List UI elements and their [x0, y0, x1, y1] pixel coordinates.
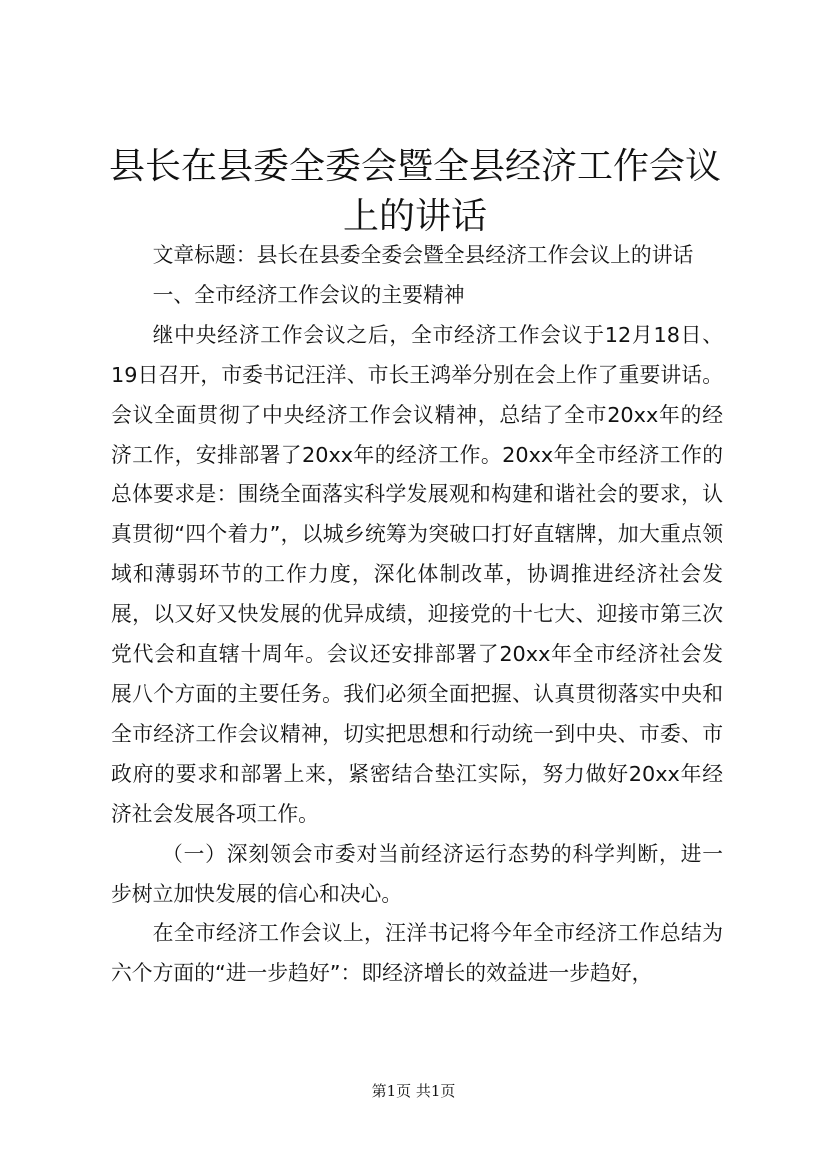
page-footer: 第1页 共1页: [371, 1082, 456, 1100]
section-heading: 一、全市经济工作会议的主要精神: [152, 282, 465, 307]
body-paragraph: 在全市经济工作会议上，汪洋书记将今年全市经济工作总结为六个方面的“进一步趋好”：即经济增长的效益进一步趋好，: [111, 921, 723, 986]
body-paragraph: 继中央经济工作会议之后，全市经济工作会议于12月18日、19日召开，市委书记汪洋、市长王鸿举分别在会上作了重要讲话。会议全面贯彻了中央经济工作会议精神，总结了全市20xx年的经济工作，安排部署了20xx年的经济工作。20xx年全市经济工作的总体要求是：围绕全面落实科学发展观和构建和谐社会的要求，认真贯彻“四个着力”，以城乡统筹为突破口打好直辖牌，加大重点领域和薄弱环节的工作力度，深化体制改革，协调推进经济社会发展，以又好又快发展的优异成绩，迎接党的十七大、迎接市第三次党代会和直辖十周年。会议还安排部署了20xx年全市经济社会发展八个方面的主要任务。我们必须全面把握、认真贯彻落实中央和全市经济工作会议精神，切实把思想和行动统一到中央、市委、市政府的要求和部署上来，紧密结合垫江实际，努力做好20xx年经济社会发展各项工作。: [111, 322, 723, 826]
document-body: [111, 236, 723, 994]
document-title: 县长在县委全委会暨全县经济工作会议上的讲话: [108, 146, 721, 237]
article-heading-line: 文章标题：县长在县委全委会暨全县经济工作会议上的讲话: [152, 243, 694, 267]
subsection-heading: （一）深刻领会市委对当前经济运行态势的科学判断，进一步树立加快发展的信心和决心。: [111, 841, 723, 906]
